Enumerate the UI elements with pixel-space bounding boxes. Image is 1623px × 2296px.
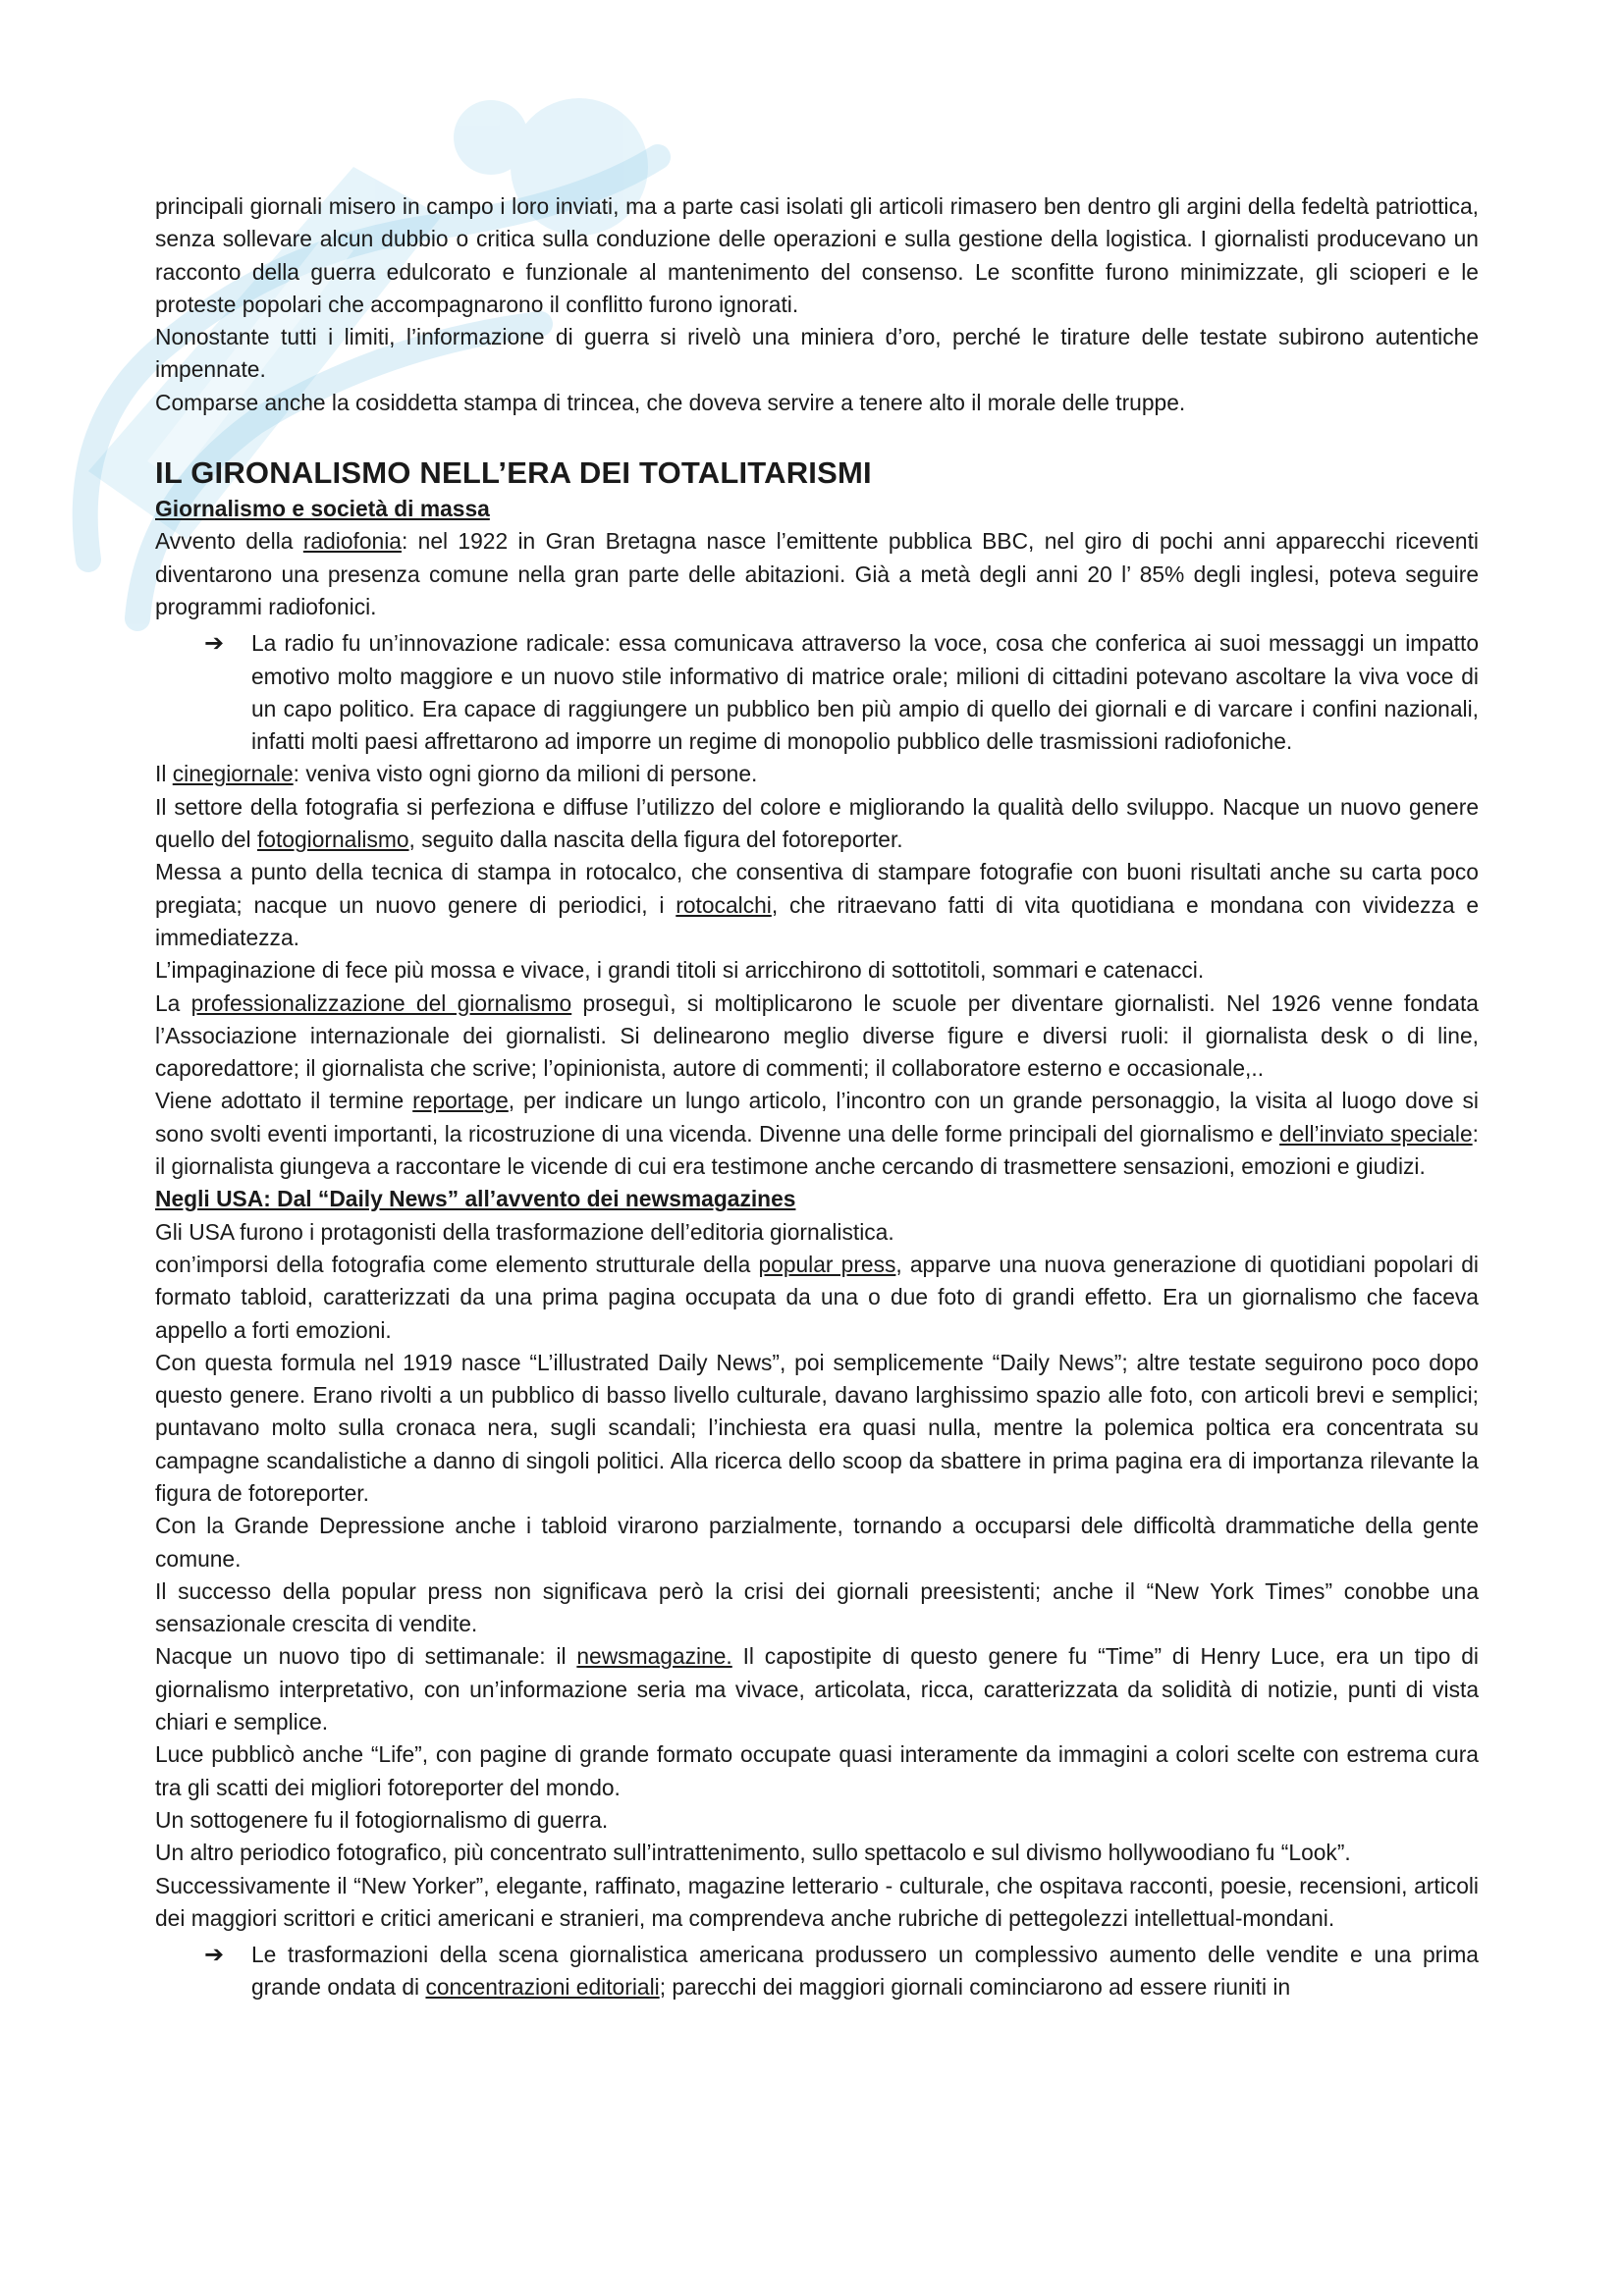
paragraph: L’impaginazione di fece più mossa e vivace, i grandi titoli si arricchirono di sottotitoli, sommari e catenacci. xyxy=(155,957,1205,984)
underlined-term: professionalizzazione del giornalismo xyxy=(190,989,572,1016)
paragraph: Nacque un nuovo tipo di settimanale: il newsmagazine. Il capostipite di questo genere fu “Time” di Henry Luce, era un tipo di giornalismo interpretativo, con un’informazione seria ma vivace, articolata, ricca, caratterizzata da solidità di notizie, punti di vista chiari e semplice. xyxy=(155,1643,1479,1735)
arrow-bullet-icon: ➔ xyxy=(204,630,225,658)
underlined-term: reportage xyxy=(412,1088,509,1114)
document-body xyxy=(155,190,1479,2004)
paragraph: Viene adottato il termine reportage, per indicare un lungo articolo, l’incontro con un grande personaggio, la visita al luogo dove si sono svolti eventi importanti, la ricostruzione di una vicenda. Divenne una delle forme principali del giornalismo e dell’inviato speciale: il giornalista giungeva a raccontare le vicende di cui era testimone anche cercando di trasmettere sensazioni, emozioni e giudizi. xyxy=(155,1088,1479,1180)
arrow-bullet-icon: ➔ xyxy=(204,1942,225,1969)
bullet-item: ➔ Le trasformazioni della scena giornalistica americana produssero un complessivo aumento delle vendite e una prima grande ondata di concentrazioni editoriali; parecchi dei maggiori giornali cominciarono ad essere riuniti in xyxy=(204,1939,1479,2004)
paragraph: Gli USA furono i protagonisti della trasformazione dell’editoria giornalistica. xyxy=(155,1218,894,1245)
paragraph: Avvento della radiofonia: nel 1922 in Gran Bretagna nasce l’emittente pubblica BBC, nel giro di pochi anni apparecchi riceventi diventarono una presenza comune nella gran parte delle abitazioni. Già a metà degli anni 20 l’ 85% degli inglesi, poteva seguire programmi radiofonici. xyxy=(155,528,1479,619)
subsection-heading: Negli USA: Dal “Daily News” all’avvento dei newsmagazines xyxy=(155,1186,796,1212)
section-heading: IL GIRONALISMO NELL’ERA DEI TOTALITARISMI xyxy=(155,455,872,491)
paragraph: Con la Grande Depressione anche i tabloid virarono parzialmente, tornando a occuparsi dele difficoltà drammatiche della gente comune. xyxy=(155,1513,1479,1572)
paragraph: Successivamente il “New Yorker”, elegante, raffinato, magazine letterario - culturale, che ospitava racconti, poesie, recensioni, articoli dei maggiori scrittori e critici americani e stranieri, ma comprendeva anche rubriche di pettegolezzi intellettual-mondani. xyxy=(155,1872,1479,1931)
underlined-term: dell’inviato speciale xyxy=(1279,1120,1473,1147)
paragraph: Un altro periodico fotografico, più concentrato sull’intrattenimento, sullo spettacolo e sul divismo hollywoodiano fu “Look”. xyxy=(155,1840,1351,1866)
underlined-term: cinegiornale xyxy=(172,761,294,787)
paragraph: Comparse anche la cosiddetta stampa di trincea, che doveva servire a tenere alto il morale delle truppe. xyxy=(155,389,1186,415)
paragraph: Un sottogenere fu il fotogiornalismo di guerra. xyxy=(155,1806,609,1833)
underlined-term: newsmagazine. xyxy=(576,1643,732,1670)
bullet-item: ➔ La radio fu un’innovazione radicale: essa comunicava attraverso la voce, cosa che conferica ai suoi messaggi un impatto emotivo molto maggiore e un nuovo stile informativo di matrice orale; milioni di cittadini potevano ascoltare la viva voce di un capo politico. Era capace di raggiungere un pubblico ben più ampio di quello dei giornali e di varcare i confini nazionali, infatti molti paesi affrettarono ad imporre un regime di monopolio pubblico delle trasmissioni radiofoniche. xyxy=(204,627,1479,758)
paragraph: Luce pubblicò anche “Life”, con pagine di grande formato occupate quasi interamente da immagini a colori scelte con estrema cura tra gli scatti dei migliori fotoreporter del mondo. xyxy=(155,1741,1479,1800)
subsection-heading: Giornalismo e società di massa xyxy=(155,496,490,522)
paragraph: Il successo della popular press non significava però la crisi dei giornali preesistenti; anche il “New York Times” conobbe una sensazionale crescita di vendite. xyxy=(155,1577,1479,1637)
paragraph: Il cinegiornale: veniva visto ogni giorno da milioni di persone. xyxy=(155,761,758,787)
paragraph: Con questa formula nel 1919 nasce “L’illustrated Daily News”, poi semplicemente “Daily News”; altre testate seguirono poco dopo questo genere. Erano rivolti a un pubblico di basso livello culturale, davano larghissimo spazio alle foto, con articoli brevi e semplici; puntavano molto sulla cronaca nera, sugli scandali; l’inchiesta era quasi nulla, mentre la polemica poltica era concentrata su campagne scandalistiche a danno di singoli politici. Alla ricerca dello scoop da sbattere in prima pagina era di importanza rilevante la figura de fotoreporter. xyxy=(155,1349,1479,1506)
paragraph: Nonostante tutti i limiti, l’informazione di guerra si rivelò una miniera d’oro, perché le tirature delle testate subirono autentiche impennate. xyxy=(155,324,1479,383)
paragraph: principali giornali misero in campo i loro inviati, ma a parte casi isolati gli articoli rimasero ben dentro gli argini della fedeltà patriottica, senza sollevare alcun dubbio o critica sulla conduzione delle operazioni e sulla gestione della logistica. I giornalisti producevano un racconto della guerra edulcorato e funzionale al mantenimento del consenso. Le sconfitte furono minimizzate, gli scioperi e le proteste popolari che accompagnarono il conflitto furono ignorati. xyxy=(155,193,1479,317)
paragraph: con’imporsi della fotografia come elemento strutturale della popular press, apparve una nuova generazione di quotidiani popolari di formato tabloid, caratterizzati da una prima pagina occupata da una o due foto di grandi effetto. Era un giornalismo che faceva appello a forti emozioni. xyxy=(155,1251,1479,1343)
underlined-term: rotocalchi xyxy=(676,891,772,918)
paragraph: La professionalizzazione del giornalismo proseguì, si moltiplicarono le scuole per diventare giornalisti. Nel 1926 venne fondata l’Associazione internazionale dei giornalisti. Si delinearono meglio diverse figure e diversi ruoli: il giornalista desk o di line, caporedattore; il giornalista che scrive; l’opinionista, autore di commenti; il collaboratore esterno e occasionale,.. xyxy=(155,989,1479,1082)
paragraph: Messa a punto della tecnica di stampa in rotocalco, che consentiva di stampare fotografie con buoni risultati anche su carta poco pregiata; nacque un nuovo genere di periodici, i rotocalchi, che ritraevano fatti di vita quotidiana e mondana con vividezza e immediatezza. xyxy=(155,859,1480,950)
paragraph: Il settore della fotografia si perfeziona e diffuse l’utilizzo del colore e migliorando la qualità dello sviluppo. Nacque un nuovo genere quello del fotogiornalismo, seguito dalla nascita della figura del fotoreporter. xyxy=(155,793,1479,853)
underlined-term: popular press xyxy=(758,1251,896,1277)
underlined-term: radiofonia xyxy=(302,528,402,555)
underlined-term: fotogiornalismo xyxy=(256,827,409,853)
underlined-term: concentrazioni editoriali xyxy=(425,1974,660,2001)
